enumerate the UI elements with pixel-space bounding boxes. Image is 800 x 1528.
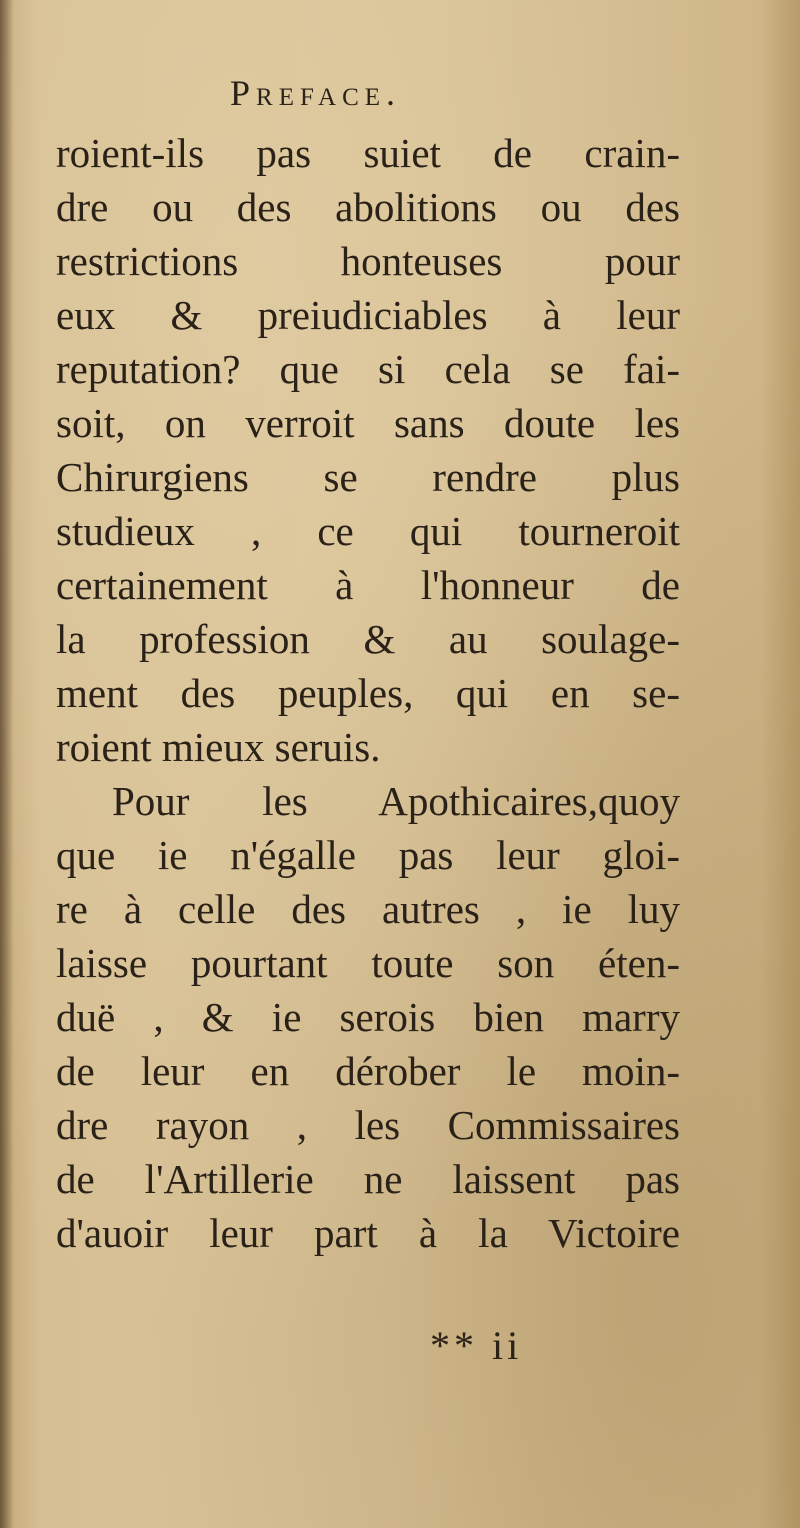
text-line: roient-ils pas suiet de crain- [56,130,680,176]
text-line: restrictions honteuses pour [56,238,680,284]
text-line: studieux , ce qui tourneroit [56,508,680,554]
signature-mark: ** ii [430,1323,523,1368]
text-line: d'auoir leur part à la Victoire [56,1210,680,1256]
text-line: reputation? que si cela se fai- [56,346,680,392]
text-line: duë , & ie serois bien marry [56,994,680,1040]
text-line: eux & preiudiciables à leur [56,292,680,338]
text-line: re à celle des autres , ie luy [56,886,680,932]
text-line: dre rayon , les Commissaires [56,1102,680,1148]
text-line: Chirurgiens se rendre plus [56,454,680,500]
text-line: de leur en dérober le moin- [56,1048,680,1094]
text-line: soit, on verroit sans doute les [56,400,680,446]
text-line: de l'Artillerie ne laissent pas [56,1156,680,1202]
text-line: ment des peuples, qui en se- [56,670,680,716]
gutter-shadow [0,0,14,1528]
text-line: dre ou des abolitions ou des [56,184,680,230]
running-head: Preface. [230,73,402,113]
text-line-paragraph-start: Pour les Apothicaires,quoy [112,778,680,824]
text-line: certainement à l'honneur de [56,562,680,608]
text-line: la profession & au soulage- [56,616,680,662]
text-line-paragraph-end: roient mieux seruis. [56,724,381,770]
text-line: laisse pourtant toute son éten- [56,940,680,986]
body-text [56,126,680,1260]
text-line: que ie n'égalle pas leur gloi- [56,832,680,878]
